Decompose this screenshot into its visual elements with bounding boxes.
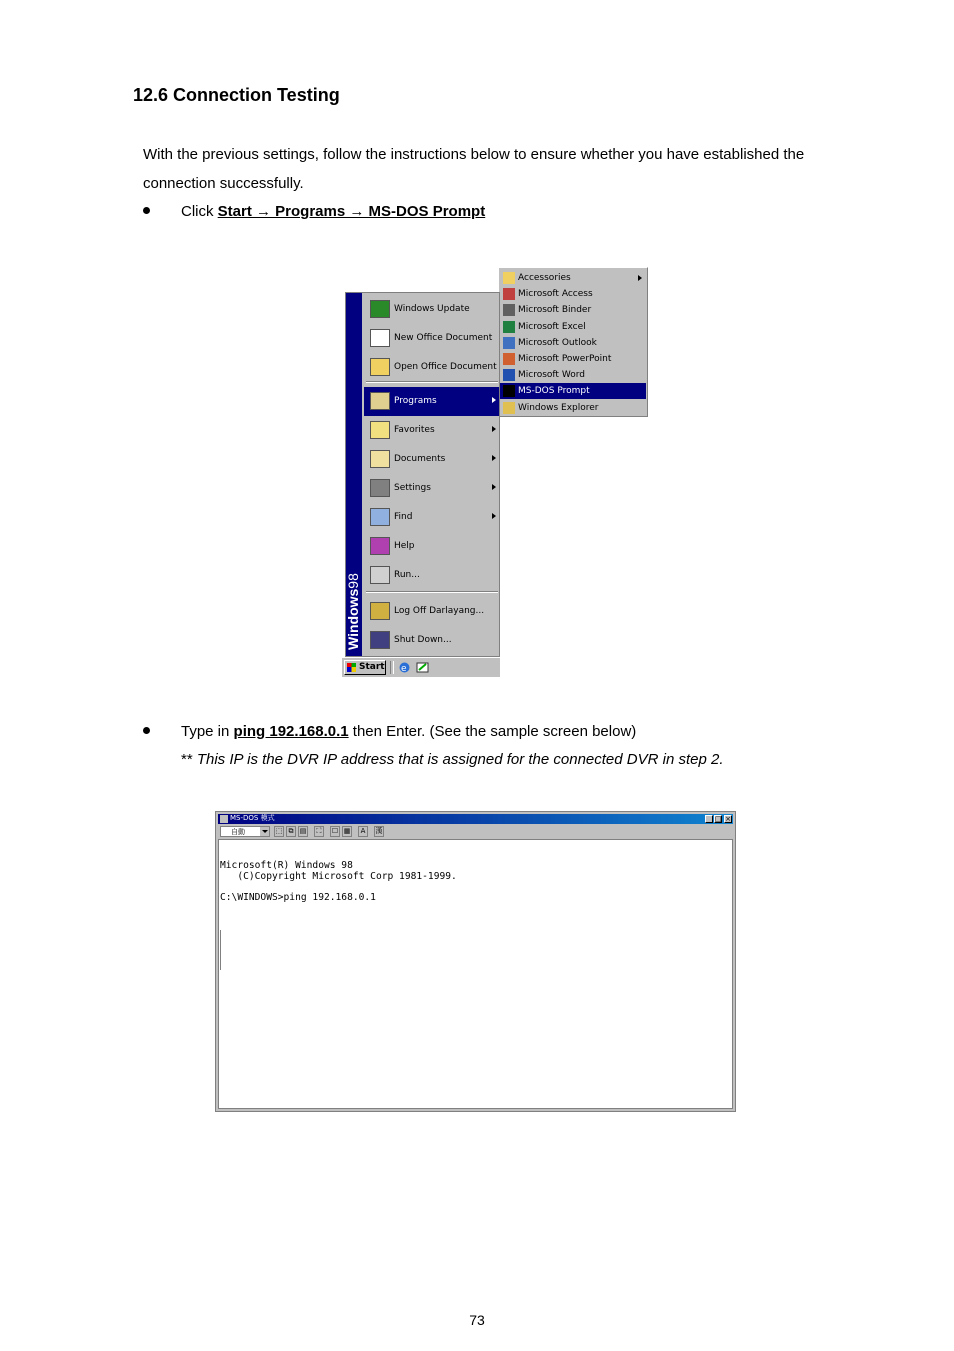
windows98-banner: Windows98 <box>345 573 361 650</box>
console-area[interactable] <box>218 839 733 1109</box>
run-icon <box>370 566 390 584</box>
programs-item-microsoft-access[interactable]: Microsoft Access <box>500 286 646 302</box>
start-menu-item-favorites[interactable]: Favorites <box>364 416 499 445</box>
document-icon <box>370 329 390 347</box>
programs-submenu <box>498 267 648 417</box>
mark-icon[interactable]: ⬚ <box>275 827 283 835</box>
start-menu-item-find[interactable]: Find <box>364 503 499 532</box>
background-icon[interactable]: ▦ <box>343 827 351 835</box>
start-menu-item-programs[interactable]: Programs <box>364 387 499 416</box>
excel-icon <box>503 321 515 333</box>
menu-separator <box>366 381 498 383</box>
programs-item-accessories[interactable]: Accessories <box>500 270 646 286</box>
start-menu-item-help[interactable]: Help <box>364 532 499 561</box>
access-icon <box>503 288 515 300</box>
bullet-icon <box>143 727 150 734</box>
explorer-icon <box>503 402 515 414</box>
start-menu-item-settings[interactable]: Settings <box>364 474 499 503</box>
step-1-menu-path: Start → Programs → MS-DOS Prompt <box>217 203 486 220</box>
properties-icon[interactable]: ☐ <box>331 827 339 835</box>
start-menu <box>345 292 500 657</box>
font-button[interactable]: A <box>358 826 368 837</box>
copy-icon[interactable]: ⧉ <box>286 826 296 837</box>
programs-item-microsoft-powerpoint[interactable]: Microsoft PowerPoint <box>500 351 646 367</box>
start-menu-item-windows-update[interactable]: Windows Update <box>364 295 499 324</box>
chevron-right-icon <box>492 513 496 519</box>
start-menu-item-shut-down[interactable]: Shut Down... <box>364 626 499 655</box>
programs-item-microsoft-excel[interactable]: Microsoft Excel <box>500 319 646 335</box>
close-icon[interactable]: × <box>725 815 731 823</box>
start-button[interactable]: Start <box>344 660 386 675</box>
help-icon <box>370 537 390 555</box>
programs-item-microsoft-binder[interactable]: Microsoft Binder <box>500 302 646 318</box>
step-2: Type in ping 192.168.0.1 then Enter. (See the sample screen below) <box>181 723 637 740</box>
word-icon <box>503 369 515 381</box>
outlook-express-icon[interactable] <box>416 661 429 674</box>
find-icon <box>370 508 390 526</box>
bullet-icon <box>143 207 150 214</box>
documents-icon <box>370 450 390 468</box>
page-number: 73 <box>469 1312 485 1328</box>
chevron-right-icon <box>492 397 496 403</box>
chevron-right-icon <box>492 426 496 432</box>
ime-button[interactable]: 漢 <box>375 827 383 835</box>
globe-icon <box>370 300 390 318</box>
intro-paragraph: With the previous settings, follow the instructions below to ensure whether you have established the connection successfully. <box>143 146 805 192</box>
settings-icon <box>370 479 390 497</box>
step-1 <box>181 202 485 222</box>
minimize-icon[interactable]: _ <box>705 815 713 823</box>
menu-separator <box>366 591 498 593</box>
chevron-right-icon <box>492 455 496 461</box>
windows-flag-icon <box>347 663 356 672</box>
chevron-right-icon <box>492 484 496 490</box>
msdos-icon <box>503 385 515 397</box>
programs-item-ms-dos-prompt[interactable]: MS-DOS Prompt <box>500 383 646 399</box>
svg-text:e: e <box>401 664 407 674</box>
shutdown-icon <box>370 631 390 649</box>
start-menu-item-log-off-darlayang[interactable]: Log Off Darlayang... <box>364 597 499 626</box>
key-icon <box>370 602 390 620</box>
msdos-titlebar <box>218 814 733 824</box>
maximize-icon[interactable]: □ <box>715 815 722 823</box>
msdos-title: MS-DOS 模式 <box>230 814 275 822</box>
programs-item-windows-explorer[interactable]: Windows Explorer <box>500 400 646 416</box>
binder-icon <box>503 304 515 316</box>
font-size-select[interactable]: 自動 <box>220 826 270 837</box>
start-menu-sidebar <box>346 293 362 656</box>
internet-explorer-icon[interactable] <box>398 661 411 674</box>
msdos-toolbar <box>218 825 733 839</box>
start-menu-item-open-office-document[interactable]: Open Office Document <box>364 353 499 382</box>
console-output: Microsoft(R) Windows 98 (C)Copyright Microsoft Corp 1981-1999. C:\WINDOWS>ping 192.168.0.1 <box>220 860 457 903</box>
start-menu-item-documents[interactable]: Documents <box>364 445 499 474</box>
powerpoint-icon <box>503 353 515 365</box>
chevron-down-icon <box>260 827 269 836</box>
fullscreen-icon[interactable]: ⛶ <box>314 826 324 837</box>
folder-icon <box>503 272 515 284</box>
outlook-icon <box>503 337 515 349</box>
start-menu-item-new-office-document[interactable]: New Office Document <box>364 324 499 353</box>
msdos-window <box>215 811 736 1112</box>
ping-command: ping 192.168.0.1 <box>233 723 349 740</box>
msdos-icon <box>220 815 228 823</box>
start-menu-item-run[interactable]: Run... <box>364 561 499 590</box>
programs-item-microsoft-word[interactable]: Microsoft Word <box>500 367 646 383</box>
favorites-icon <box>370 421 390 439</box>
programs-item-microsoft-outlook[interactable]: Microsoft Outlook <box>500 335 646 351</box>
ip-note: ** This IP is the DVR IP address that is assigned for the connected DVR in step 2. <box>181 751 724 768</box>
section-heading: 12.6 Connection Testing <box>133 85 340 105</box>
programs-icon <box>370 392 390 410</box>
chevron-right-icon <box>638 275 642 281</box>
step-1-prefix: Click <box>181 203 218 220</box>
taskbar <box>342 657 500 677</box>
console-scroll-edge <box>220 930 221 970</box>
paste-icon[interactable]: ▤ <box>299 827 307 835</box>
folder-open-icon <box>370 358 390 376</box>
taskbar-divider <box>390 661 394 674</box>
